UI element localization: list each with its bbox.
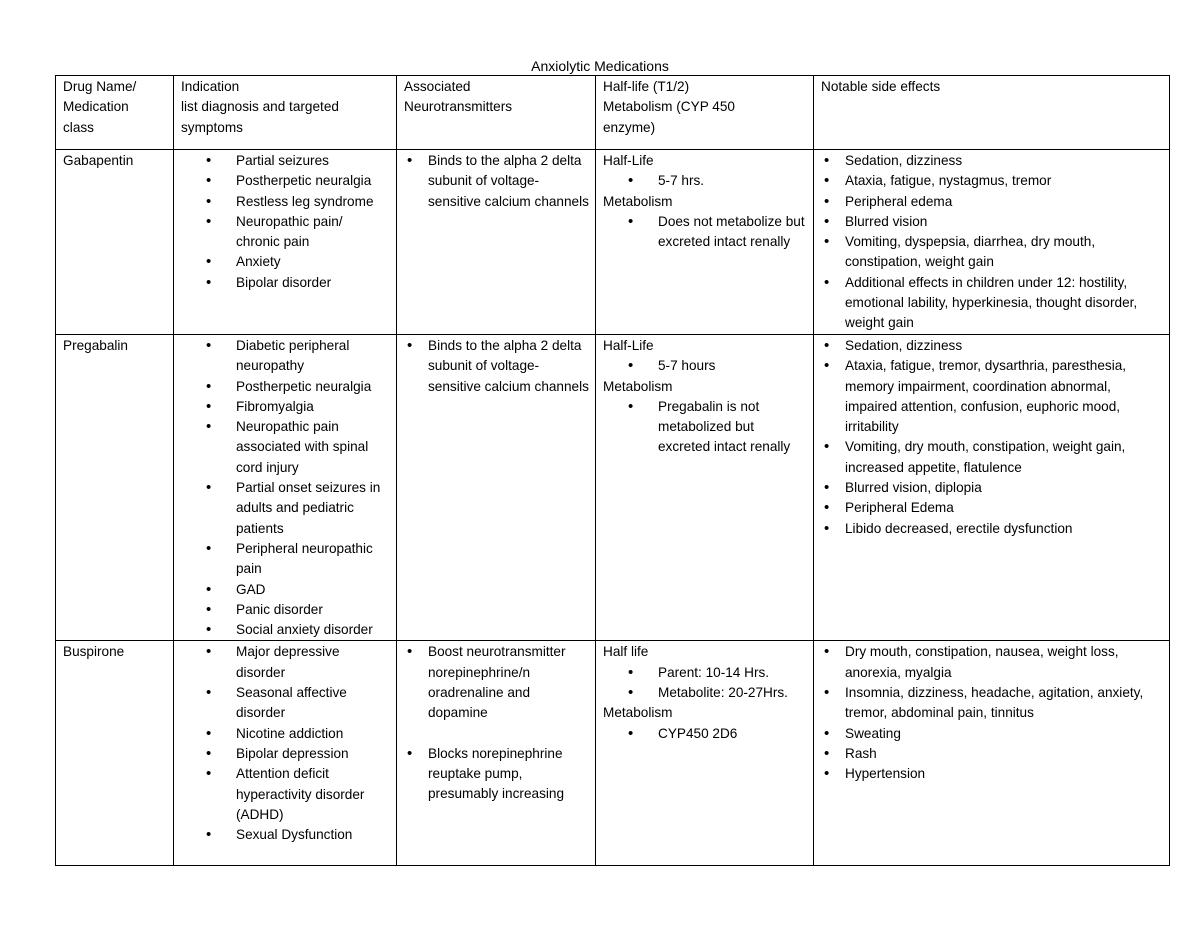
header-text: Medication (63, 99, 129, 115)
list-item: • Partial onset seizures in adults and pediatric patients (181, 478, 390, 539)
half-life-cell (596, 150, 814, 335)
metabolism-label: Metabolism (603, 193, 673, 209)
list-item: • Metabolite: 20-27Hrs. (603, 683, 807, 703)
medications-table (55, 75, 1170, 866)
list-item: • Sedation, dizziness (821, 336, 1163, 356)
neurotransmitters-cell (397, 335, 596, 641)
header-side-effects (814, 76, 1170, 150)
metabolism-label: Metabolism (603, 378, 673, 394)
metabolism-label: Metabolism (603, 705, 673, 721)
header-text: Indication (181, 79, 240, 94)
list-item: • Blurred vision (821, 212, 1163, 232)
header-indication (174, 76, 397, 150)
list-item: • Binds to the alpha 2 delta subunit of voltage-sensitive calcium channels (404, 336, 589, 397)
indications-cell (174, 641, 397, 866)
header-text: Notable side effects (821, 79, 941, 94)
list-item: • Does not metabolize but excreted intact renally (603, 212, 807, 253)
drug-name-cell: Gabapentin (56, 150, 174, 335)
document-title: Anxiolytic Medications (531, 58, 669, 74)
header-text: class (63, 119, 94, 135)
side-effects-cell (814, 150, 1170, 335)
header-neurotransmitters (397, 76, 596, 150)
list-item: • 5-7 hrs. (603, 171, 807, 191)
list-item: • Bipolar disorder (181, 273, 390, 293)
side-effects-list (821, 151, 1163, 334)
list-item: • Dry mouth, constipation, nausea, weight loss, anorexia, myalgia (821, 642, 1163, 683)
header-text: enzyme) (603, 119, 656, 135)
half-life-list (603, 356, 807, 376)
neurotransmitters-list (404, 336, 589, 397)
header-text: Drug Name/ (63, 79, 137, 94)
neurotransmitters-list (404, 151, 589, 212)
side-effects-list (821, 642, 1163, 784)
list-item: • Seasonal affective disorder (181, 683, 390, 724)
indications-cell (174, 150, 397, 335)
list-item: • Diabetic peripheral neuropathy (181, 336, 390, 377)
list-item: • Vomiting, dry mouth, constipation, weight gain, increased appetite, flatulence (821, 437, 1163, 478)
table-row (56, 150, 1170, 335)
header-text: Half-life (T1/2) (603, 79, 690, 94)
header-text: Associated (404, 79, 471, 94)
indications-list (181, 336, 390, 640)
indications-list (181, 151, 390, 293)
list-item: • Panic disorder (181, 600, 390, 620)
indications-list (181, 642, 390, 845)
header-text: Metabolism (CYP 450 (603, 99, 735, 115)
list-item: • Blurred vision, diplopia (821, 478, 1163, 498)
header-drug-name (56, 76, 174, 150)
header-text: Neurotransmitters (404, 99, 513, 115)
list-item: • Peripheral Edema (821, 498, 1163, 518)
neurotransmitters-cell (397, 150, 596, 335)
list-item: • Postherpetic neuralgia (181, 171, 390, 191)
list-item: • Nicotine addiction (181, 724, 390, 744)
list-item: • Sexual Dysfunction (181, 825, 390, 845)
half-life-list (603, 663, 807, 704)
neurotransmitters-cell (397, 641, 596, 866)
list-item: • Restless leg syndrome (181, 192, 390, 212)
header-text: list diagnosis and targeted (181, 99, 339, 115)
list-item: • Sweating (821, 724, 1163, 744)
metabolism-list (603, 212, 807, 253)
drug-name-cell: Pregabalin (56, 335, 174, 641)
side-effects-cell (814, 335, 1170, 641)
list-item: • Attention deficit hyperactivity disorder (ADHD) (181, 764, 390, 825)
list-item: • Binds to the alpha 2 delta subunit of voltage-sensitive calcium channels (404, 151, 589, 212)
list-item: • Rash (821, 744, 1163, 764)
half-life-list (603, 171, 807, 191)
half-life-cell (596, 641, 814, 866)
list-item: • Neuropathic pain associated with spinal cord injury (181, 417, 390, 478)
list-item: • Pregabalin is not metabolized but excreted intact renally (603, 397, 807, 458)
list-item: • Blocks norepinephrine reuptake pump, presumably increasing (404, 744, 589, 805)
list-item: • Parent: 10-14 Hrs. (603, 663, 807, 683)
half-life-label: Half-Life (603, 338, 654, 353)
list-item: • Partial seizures (181, 151, 390, 171)
metabolism-list (603, 397, 807, 458)
header-row (56, 76, 1170, 150)
list-item: • Hypertension (821, 764, 1163, 784)
half-life-label: Half-Life (603, 153, 654, 168)
side-effects-list (821, 336, 1163, 539)
list-item: • Social anxiety disorder (181, 620, 390, 640)
list-item: • Additional effects in children under 12: hostility, emotional lability, hyperkinesia, thought disorder, weight gain (821, 273, 1163, 334)
list-item: • 5-7 hours (603, 356, 807, 376)
indications-cell (174, 335, 397, 641)
header-half-life (596, 76, 814, 150)
list-item: • Sedation, dizziness (821, 151, 1163, 171)
list-item: • Ataxia, fatigue, tremor, dysarthria, paresthesia, memory impairment, coordination abnormal, impaired attention, confusion, euphoric mood, irritability (821, 356, 1163, 437)
half-life-label: Half life (603, 644, 649, 660)
metabolism-list (603, 724, 807, 744)
list-item: • CYP450 2D6 (603, 724, 807, 744)
list-item: • Libido decreased, erectile dysfunction (821, 519, 1163, 539)
table-row (56, 335, 1170, 641)
list-item: • Boost neurotransmitter norepinephrine/n oradrenaline and dopamine (404, 642, 589, 723)
list-item: • Insomnia, dizziness, headache, agitation, anxiety, tremor, abdominal pain, tinnitus (821, 683, 1163, 724)
side-effects-cell (814, 641, 1170, 866)
list-item: • Postherpetic neuralgia (181, 377, 390, 397)
drug-name-cell: Buspirone (56, 641, 174, 866)
list-item: • Peripheral neuropathic pain (181, 539, 390, 580)
spacer (404, 724, 589, 744)
list-item: • Major depressive disorder (181, 642, 390, 683)
list-item: • Vomiting, dyspepsia, diarrhea, dry mouth, constipation, weight gain (821, 232, 1163, 273)
list-item: • GAD (181, 580, 390, 600)
neurotransmitters-list (404, 642, 589, 723)
list-item: • Neuropathic pain/ chronic pain (181, 212, 390, 253)
list-item: • Fibromyalgia (181, 397, 390, 417)
neurotransmitters-list (404, 744, 589, 805)
half-life-cell (596, 335, 814, 641)
list-item: • Bipolar depression (181, 744, 390, 764)
header-text: symptoms (181, 119, 243, 135)
table-row (56, 641, 1170, 866)
list-item: • Ataxia, fatigue, nystagmus, tremor (821, 171, 1163, 191)
list-item: • Anxiety (181, 252, 390, 272)
list-item: • Peripheral edema (821, 192, 1163, 212)
